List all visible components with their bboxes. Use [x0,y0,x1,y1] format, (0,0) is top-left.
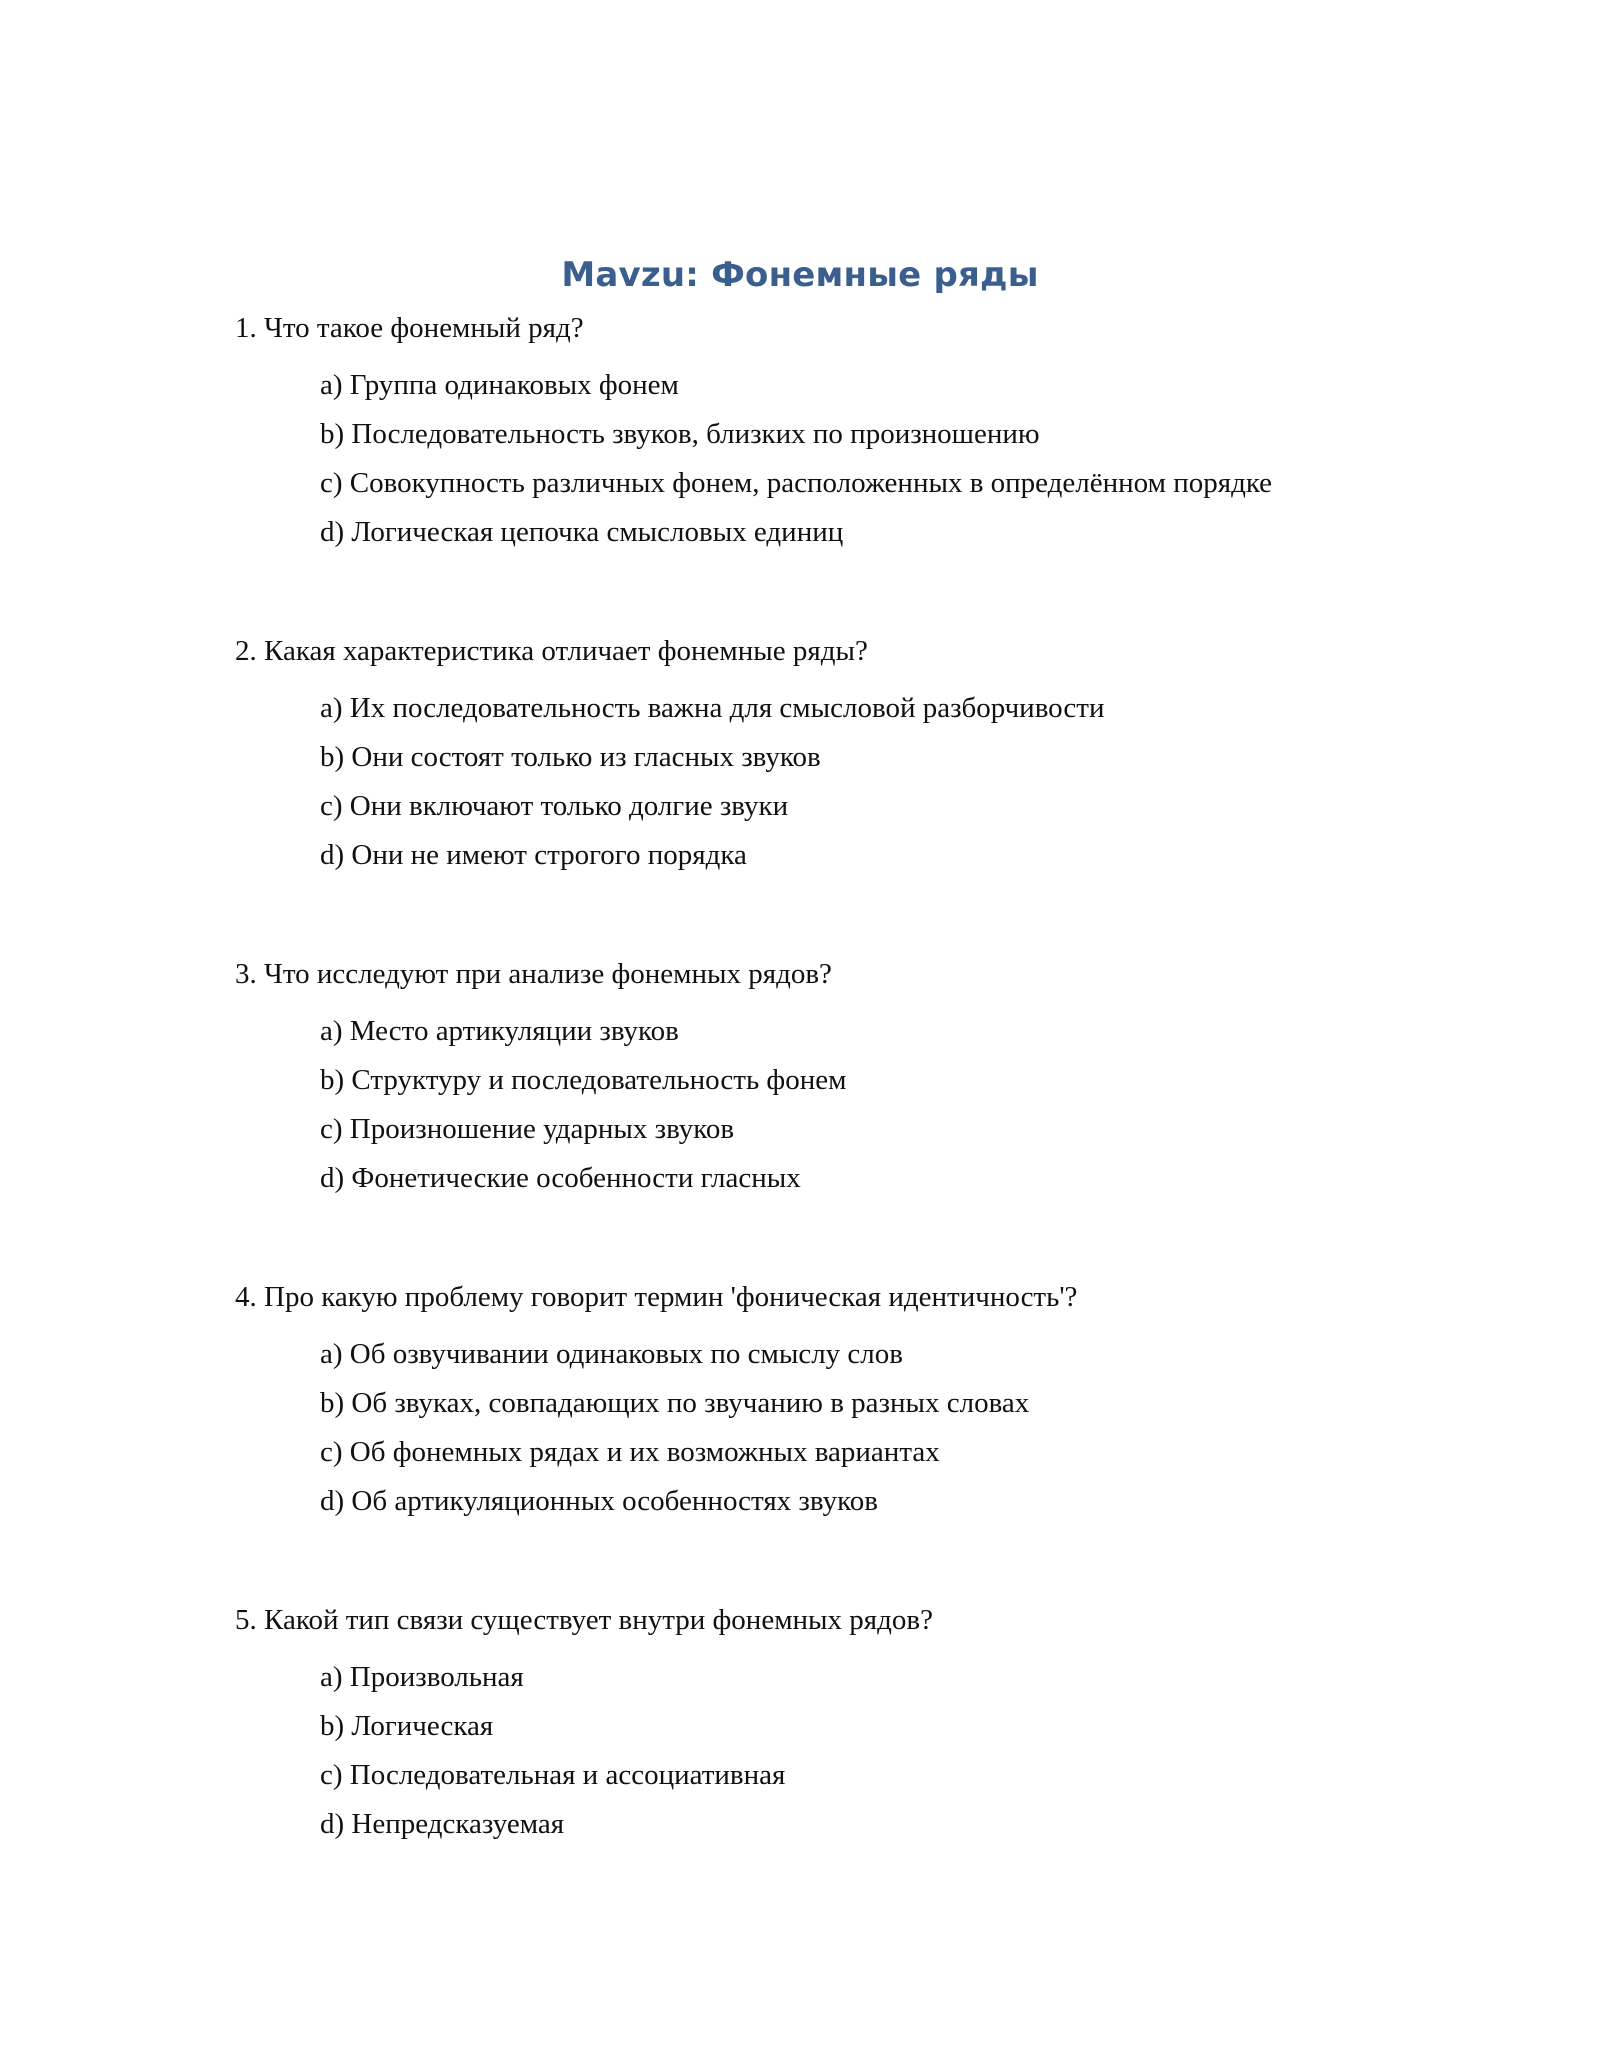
question-text: 5. Какой тип связи существует внутри фонемных рядов? [235,1604,933,1636]
answer-option: a) Их последовательность важна для смысловой разборчивости [320,692,1105,724]
question-block-3 [235,956,1435,1209]
question-text: 2. Какая характеристика отличает фонемные ряды? [235,635,868,667]
answer-options [235,1336,1435,1532]
document-title: Mavzu: Фонемные ряды [561,255,1039,295]
answer-option: d) Они не имеют строгого порядка [320,839,747,871]
question-text: 4. Про какую проблему говорит термин 'фоническая идентичность'? [235,1281,1078,1313]
answer-option: c) Они включают только долгие звуки [320,790,789,822]
answer-option: a) Произвольная [320,1661,524,1693]
answer-option: c) Совокупность различных фонем, расположенных в определённом порядке [320,467,1273,499]
question-text: 1. Что такое фонемный ряд? [235,312,584,344]
answer-option: b) Последовательность звуков, близких по произношению [320,418,1040,450]
answer-option: b) Об звуках, совпадающих по звучанию в разных словах [320,1387,1030,1419]
answer-options [235,1013,1435,1209]
question-text: 3. Что исследуют при анализе фонемных рядов? [235,958,832,990]
answer-options [235,367,1435,563]
answer-option: d) Логическая цепочка смысловых единиц [320,516,844,548]
answer-option: d) Непредсказуемая [320,1808,565,1840]
answer-option: b) Структуру и последовательность фонем [320,1064,847,1096]
answer-option: c) Последовательная и ассоциативная [320,1759,786,1791]
answer-option: c) Об фонемных рядах и их возможных вариантах [320,1436,940,1468]
answer-options [235,690,1435,886]
answer-option: d) Фонетические особенности гласных [320,1162,801,1194]
question-block-1 [235,310,1435,563]
answer-option: b) Они состоят только из гласных звуков [320,741,821,773]
question-block-4 [235,1279,1435,1532]
answer-option: d) Об артикуляционных особенностях звуков [320,1485,878,1517]
question-block-2 [235,633,1435,886]
answer-options [235,1659,1435,1855]
question-block-5 [235,1602,1435,1855]
answer-option: a) Об озвучивании одинаковых по смыслу слов [320,1338,903,1370]
answer-option: a) Группа одинаковых фонем [320,369,679,401]
answer-option: a) Место артикуляции звуков [320,1015,679,1047]
answer-option: b) Логическая [320,1710,494,1742]
answer-option: c) Произношение ударных звуков [320,1113,735,1145]
